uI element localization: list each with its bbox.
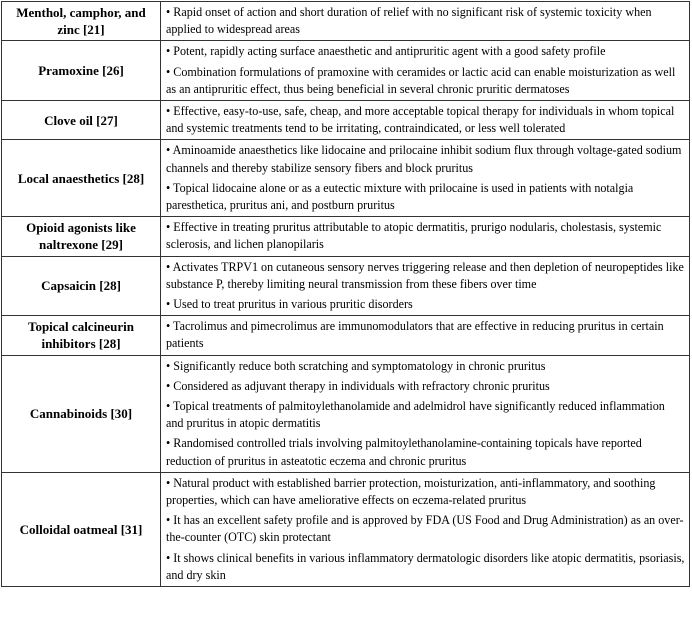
description-point: • It shows clinical benefits in various inflammatory dermatologic disorders like atopic dermatitis, psoriasis, and dry skin: [166, 550, 685, 582]
table-row: [2, 316, 690, 355]
table-row: [2, 217, 690, 256]
description-point: • Effective, easy-to-use, safe, cheap, and more acceptable topical therapy for individuals in whom topical and systemic treatments tend to be irritating, contraindicated, or less well tolerated: [166, 104, 675, 136]
treatment-name: Menthol, camphor, and zinc [21]: [2, 2, 161, 41]
treatment-description: [161, 2, 690, 41]
treatment-description: [161, 316, 690, 355]
description-point: • Activates TRPV1 on cutaneous sensory nerves triggering release and then depletion of neuropeptides like substance P, thereby limiting neural transmission from these fibers over time: [166, 259, 684, 291]
treatment-description: [161, 101, 690, 140]
treatment-name: Capsaicin [28]: [2, 256, 161, 316]
description-point: • Randomised controlled trials involving palmitoylethanolamine-containing topicals have reported reduction of pruritus in asteatotic eczema and chronic pruritus: [166, 436, 642, 468]
description-point: • Aminoamide anaesthetics like lidocaine and prilocaine inhibit sodium flux through voltage-gated sodium channels and thereby stabilize sensory fibers and block pruritus: [166, 143, 682, 175]
description-point: • Topical lidocaine alone or as a eutectic mixture with prilocaine is used in patients with notalgia paresthetica, pruritus ani, and postburn pruritus: [166, 180, 634, 213]
description-point: • Topical treatments of palmitoylethanolamide and adelmidrol have significantly reduced inflammation and pruritus in atopic dermatitis: [166, 399, 665, 431]
treatment-table: [1, 1, 690, 587]
treatment-name: Cannabinoids [30]: [2, 355, 161, 472]
table-row: [2, 101, 690, 140]
description-point: • Potent, rapidly acting surface anaesthetic and antipruritic agent with a good safety profile: [166, 44, 606, 59]
table-row: [2, 41, 690, 101]
description-point: • Effective in treating pruritus attributable to atopic dermatitis, prurigo nodularis, cholestasis, systemic sclerosis, and lichen planopilaris: [166, 220, 662, 252]
treatment-description: [161, 472, 690, 586]
description-point: • Rapid onset of action and short duration of relief with no significant risk of systemic toxicity when applied to widespread areas: [166, 5, 652, 37]
treatment-description: [161, 355, 690, 472]
table-row: [2, 355, 690, 472]
description-point: • It has an excellent safety profile and is approved by FDA (US Food and Drug Administration) as an over-the-counter (OTC) skin protectant: [166, 513, 684, 545]
treatment-name: Colloidal oatmeal [31]: [2, 472, 161, 586]
description-point: • Natural product with established barrier protection, moisturization, anti-inflammatory, and soothing properties, which can have ameliorative effects on eczema-related pruritus: [166, 475, 656, 508]
description-point: • Tacrolimus and pimecrolimus are immunomodulators that are effective in reducing pruritus in certain patients: [166, 319, 664, 351]
treatment-description: [161, 41, 690, 101]
treatment-description: [161, 217, 690, 256]
description-point: • Considered as adjuvant therapy in individuals with refractory chronic pruritus: [166, 378, 550, 393]
treatment-name: Local anaesthetics [28]: [2, 140, 161, 217]
table-row: [2, 256, 690, 316]
description-point: • Used to treat pruritus in various pruritic disorders: [166, 297, 413, 312]
treatment-name: Opioid agonists like naltrexone [29]: [2, 217, 161, 256]
treatment-name: Topical calcineurin inhibitors [28]: [2, 316, 161, 355]
table-row: [2, 140, 690, 217]
treatment-description: [161, 140, 690, 217]
table-row: [2, 2, 690, 41]
treatment-name: Pramoxine [26]: [2, 41, 161, 101]
treatment-description: [161, 256, 690, 316]
description-point: • Significantly reduce both scratching and symptomatology in chronic pruritus: [166, 358, 546, 373]
table-row: [2, 472, 690, 586]
treatment-name: Clove oil [27]: [2, 101, 161, 140]
description-point: • Combination formulations of pramoxine with ceramides or lactic acid can enable moisturization as well as an antipruritic effect, thus being beneficial in several chronic pruritic dermatoses: [166, 64, 676, 96]
